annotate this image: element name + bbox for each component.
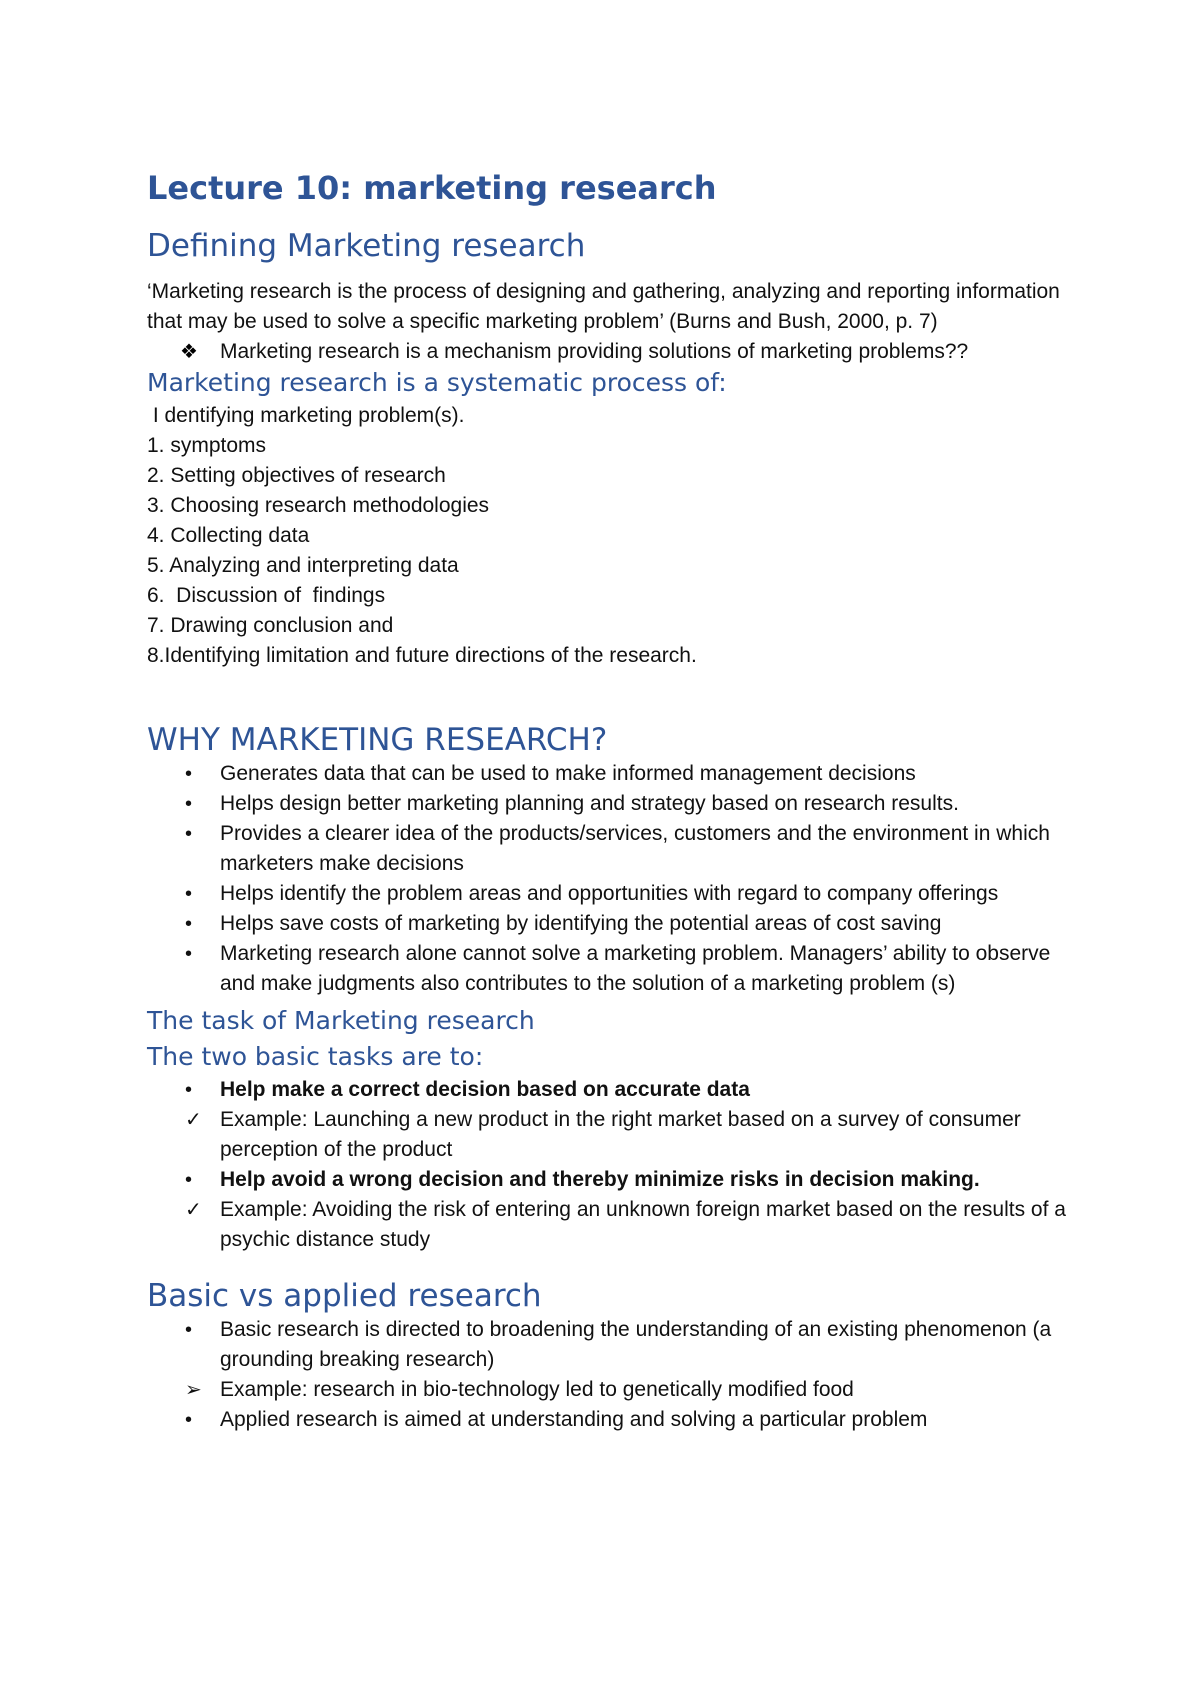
list-item [147,879,1087,909]
list-item-text: Help make a correct decision based on accurate data [220,1078,750,1101]
list-item [147,1375,1087,1405]
bullet-icon: • [185,1079,193,1101]
bullet-icon: • [185,1409,193,1431]
list-item [147,1195,1087,1255]
list-item [147,1405,1087,1435]
list-item [147,759,1087,789]
list-item [147,1075,1087,1105]
check-icon: ✓ [185,1199,202,1221]
task-list [147,1075,1087,1255]
page-title: Lecture 10: marketing research [147,169,717,207]
bullet-icon: • [185,793,193,815]
list-item [147,1165,1087,1195]
task-subheading: The two basic tasks are to: [147,1042,484,1071]
list-item [147,939,1087,999]
list-item-text: Example: Launching a new product in the right market based on a survey of consumer perception of the product [220,1108,1021,1161]
basic-applied-list [147,1315,1087,1435]
process-steps [147,431,1087,671]
list-item-text: Help avoid a wrong decision and thereby minimize risks in decision making. [220,1168,980,1191]
list-item-text: Marketing research alone cannot solve a marketing problem. Managers’ ability to observe and make judgments also contributes to the solution of a marketing problem (s) [220,942,1051,995]
bullet-icon: • [185,913,193,935]
definition-quote: ‘Marketing research is the process of designing and gathering, analyzing and reporting information that may be used to solve a specific marketing problem’ (Burns and Bush, 2000, p. 7) [147,280,1060,333]
list-item-text: Helps save costs of marketing by identifying the potential areas of cost saving [220,912,942,935]
list-item-text: Basic research is directed to broadening the understanding of an existing phenomenon (a grounding breaking research) [220,1318,1052,1371]
process-step: 7. Drawing conclusion and [147,614,394,637]
process-step: 6. Discussion of findings [147,584,386,607]
arrowhead-icon: ➢ [185,1379,202,1401]
bullet-icon: • [185,763,193,785]
bullet-icon: • [185,823,193,845]
document-body [147,168,1087,1435]
diamond-point-text: Marketing research is a mechanism providing solutions of marketing problems?? [220,340,969,363]
list-item [147,909,1087,939]
bullet-icon: • [185,943,193,965]
list-item-text: Helps identify the problem areas and opportunities with regard to company offerings [220,882,999,905]
defining-heading: Defining Marketing research [147,228,586,264]
list-item-text: Provides a clearer idea of the products/services, customers and the environment in which marketers make decisions [220,822,1050,875]
why-list [147,759,1087,999]
list-item [147,789,1087,819]
four-diamond-icon: ❖ [180,341,198,363]
why-heading: WHY MARKETING RESEARCH? [147,722,608,758]
list-item [147,1105,1087,1165]
list-item-text: Generates data that can be used to make informed management decisions [220,762,916,785]
process-intro: I dentifying marketing problem(s). [147,404,465,427]
diamond-point [147,337,1087,367]
check-icon: ✓ [185,1109,202,1131]
process-step: 1. symptoms [147,434,267,457]
process-step: 4. Collecting data [147,524,310,547]
bullet-icon: • [185,883,193,905]
bullet-icon: • [185,1319,193,1341]
task-heading: The task of Marketing research [147,1006,535,1035]
list-item [147,1315,1087,1375]
basic-applied-heading: Basic vs applied research [147,1278,542,1314]
bullet-icon: • [185,1169,193,1191]
process-step: 3. Choosing research methodologies [147,494,490,517]
list-item-text: Example: Avoiding the risk of entering an unknown foreign market based on the results of a psychic distance study [220,1198,1066,1251]
list-item-text: Applied research is aimed at understanding and solving a particular problem [220,1408,928,1431]
process-step: 8.Identifying limitation and future directions of the research. [147,644,697,667]
list-item-text: Helps design better marketing planning and strategy based on research results. [220,792,959,815]
list-item-text: Example: research in bio-technology led to genetically modified food [220,1378,854,1401]
process-step: 2. Setting objectives of research [147,464,446,487]
process-step: 5. Analyzing and interpreting data [147,554,459,577]
list-item [147,819,1087,879]
process-heading: Marketing research is a systematic process of: [147,368,727,397]
